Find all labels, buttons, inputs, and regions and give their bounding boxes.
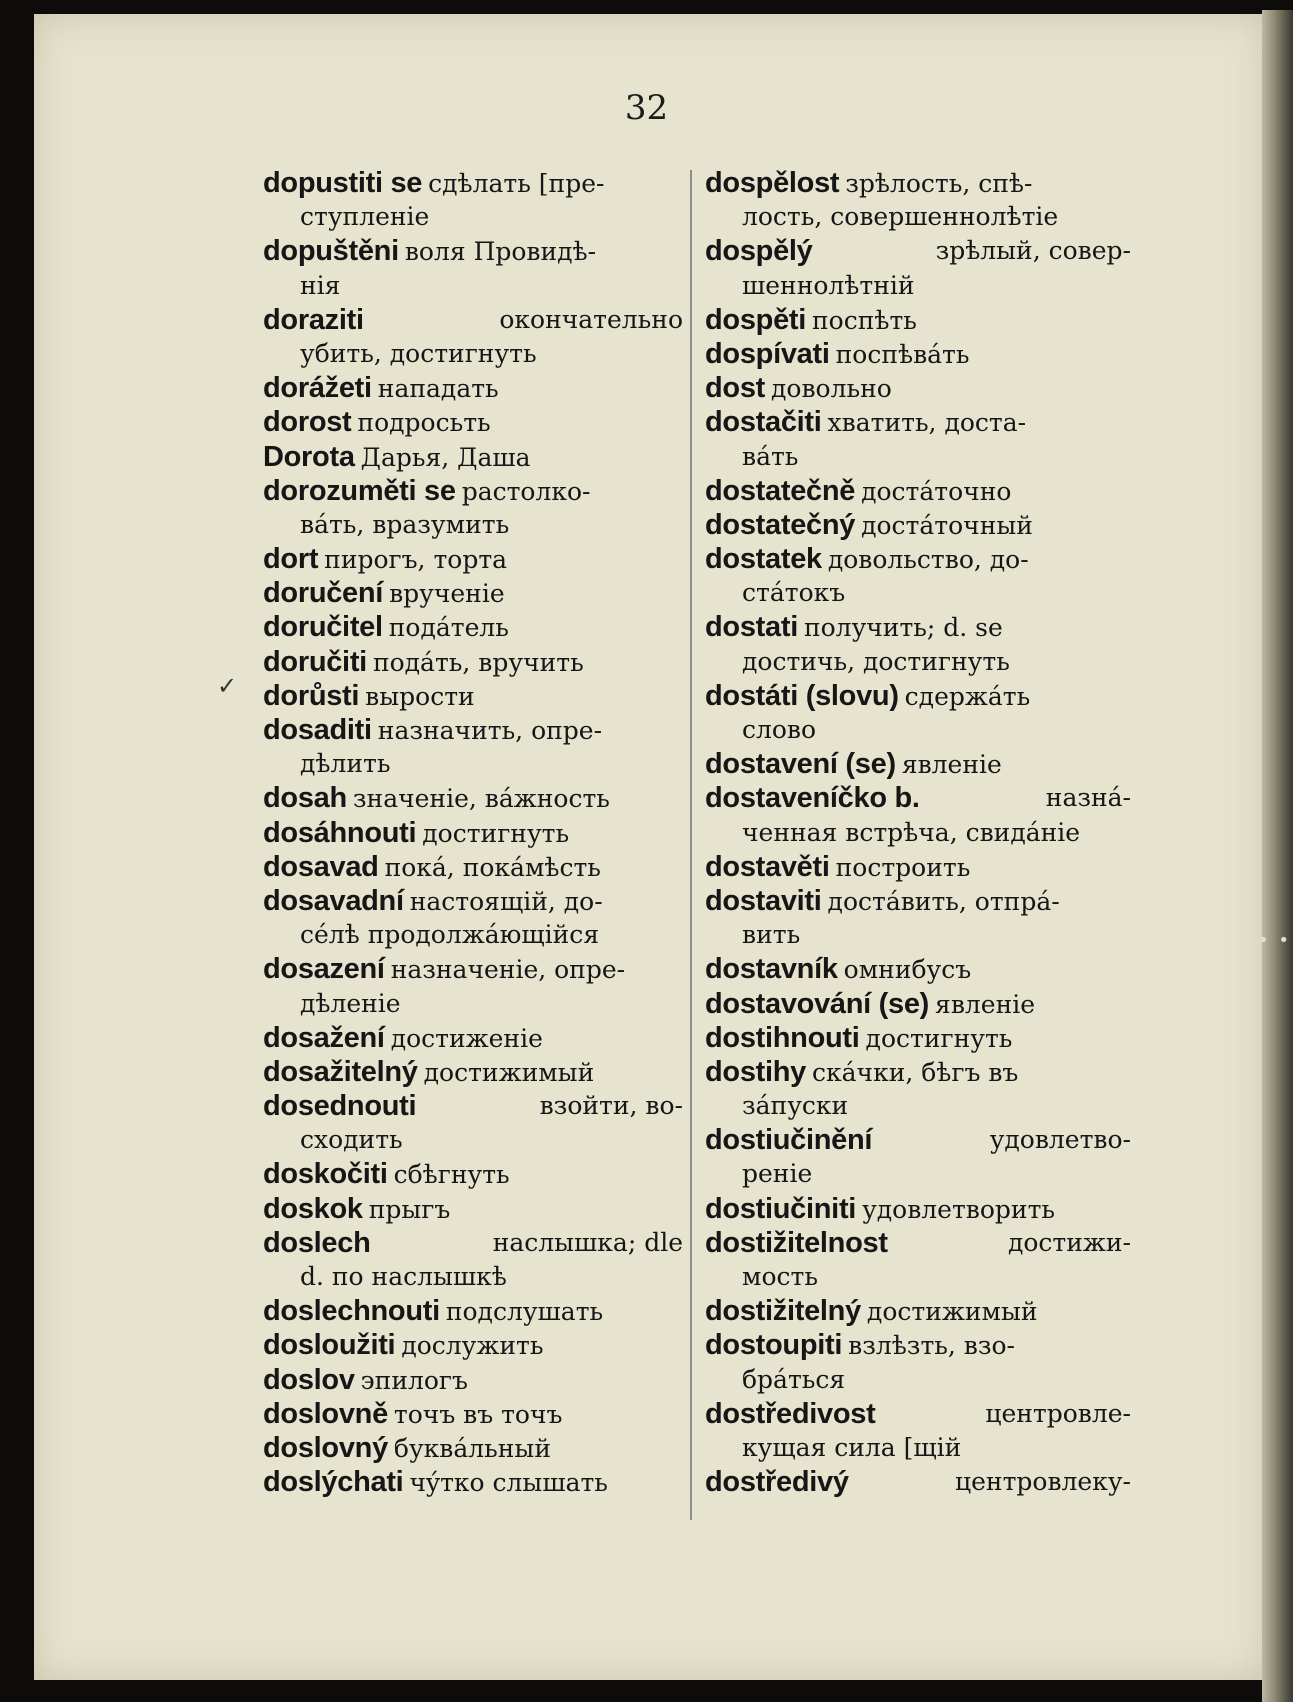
entry-headword: dostavování (se) (705, 987, 930, 1020)
dictionary-line (705, 234, 1131, 268)
entry-headword: dorůsti (263, 679, 360, 712)
pencil-check-mark: ✓ (217, 672, 238, 700)
entry-headword: dostatečný (705, 508, 856, 541)
entry-headword: dostavení (se) (705, 748, 896, 781)
entry-headword: doslovný (263, 1431, 388, 1464)
dictionary-line (705, 645, 1131, 679)
dictionary-line (705, 200, 1131, 234)
entry-translation: достижимый (423, 1057, 595, 1087)
dictionary-line (705, 542, 1131, 576)
entry-translation: ченная встрѣча, свидáніе (742, 817, 1081, 847)
entry-headword: dostoupiti (705, 1329, 843, 1362)
entry-headword: dosednouti (263, 1090, 417, 1123)
dictionary-line (705, 576, 1131, 610)
dictionary-line (705, 371, 1131, 405)
dictionary-line (263, 1157, 683, 1191)
entry-translation: удовлетворить (862, 1194, 1056, 1224)
entry-translation: значеніе, вáжность (352, 784, 610, 814)
entry-headword: dostižitelnost (705, 1226, 888, 1259)
entry-translation: d. по наслышкѣ (300, 1262, 507, 1291)
dictionary-line (705, 474, 1131, 508)
entry-translation: окончательно (499, 304, 683, 334)
entry-translation: эпилогъ (360, 1365, 468, 1395)
entry-headword: doskočiti (263, 1158, 388, 1191)
entry-headword: dostižitelný (705, 1295, 861, 1328)
entry-headword: dospělost (705, 167, 840, 199)
dictionary-line (263, 1192, 683, 1226)
entry-translation: нападать (377, 374, 499, 404)
entry-translation: Дарья, Даша (360, 442, 531, 472)
entry-headword: dosloužiti (263, 1329, 396, 1362)
entry-headword: dostatek (705, 543, 822, 576)
dictionary-line (263, 337, 683, 371)
dictionary-line (263, 1226, 683, 1260)
entry-headword: dorážeti (263, 372, 372, 405)
dictionary-line (263, 1123, 683, 1157)
dictionary-line (263, 1397, 683, 1431)
entry-translation: слово (742, 715, 817, 744)
entry-translation: пирогъ, торта (324, 545, 508, 575)
dictionary-line (705, 1123, 1131, 1157)
entry-headword: dostiučinění (705, 1124, 873, 1157)
entry-headword: dostati (705, 611, 798, 644)
entry-translation: назначить, опре- (377, 716, 603, 745)
entry-headword: dost (705, 372, 766, 405)
entry-translation: получить; d. se (803, 613, 1003, 643)
entry-translation: достигнуть (865, 1023, 1013, 1053)
entry-translation: сдержáть (904, 681, 1031, 711)
entry-headword: doručení (263, 577, 384, 610)
dictionary-line (705, 1055, 1131, 1089)
dictionary-line (263, 781, 683, 815)
entry-translation: назнá- (1045, 783, 1131, 813)
entry-translation: вить (742, 920, 801, 950)
entry-headword: dosažení (263, 1021, 385, 1054)
entry-headword: dostáti (slovu) (705, 679, 899, 712)
entry-translation: построить (835, 852, 971, 882)
entry-translation: мость (742, 1262, 818, 1291)
dictionary-line (263, 1021, 683, 1055)
dictionary-line (263, 713, 683, 747)
dictionary-line (705, 440, 1131, 474)
entry-translation: поспѣвáть (835, 339, 970, 369)
entry-translation: наслышка; dle (492, 1227, 683, 1257)
entry-headword: doslech (263, 1226, 371, 1259)
entry-headword: doraziti (263, 303, 364, 336)
entry-headword: dorost (263, 406, 352, 439)
dictionary-line (263, 405, 683, 439)
dictionary-line (705, 1260, 1131, 1294)
entry-translation: сходить (300, 1125, 403, 1155)
entry-translation: достижимый (866, 1297, 1038, 1327)
entry-translation: хватить, доста- (827, 408, 1027, 438)
entry-headword: dopuštěni (263, 235, 399, 268)
dictionary-line (263, 371, 683, 405)
entry-headword: dospívati (705, 337, 830, 370)
entry-translation: сдѣлать [пре- (428, 169, 605, 198)
entry-headword: dosavadní (263, 884, 404, 917)
entry-translation: достичь, достигнуть (742, 646, 1010, 676)
entry-headword: dostředivý (705, 1466, 849, 1499)
dictionary-line (705, 303, 1131, 337)
entry-translation: достáвить, отпрá- (827, 886, 1060, 916)
entry-translation: явленіе (935, 989, 1036, 1019)
entry-translation: лость, совершеннолѣтіе (742, 202, 1059, 232)
entry-translation: центровлеку- (955, 1467, 1131, 1497)
dictionary-line (263, 1363, 683, 1397)
entry-translation: взойти, во- (539, 1091, 683, 1121)
dictionary-line (263, 1055, 683, 1089)
dictionary-line (705, 269, 1131, 303)
dictionary-line (263, 1465, 683, 1499)
dictionary-line (263, 200, 683, 234)
entry-translation: дѣлить (300, 749, 391, 779)
entry-translation: достиженіе (390, 1023, 543, 1053)
entry-headword: dostačiti (705, 406, 822, 439)
entry-translation: дослужить (401, 1331, 544, 1361)
entry-headword: dostihy (705, 1055, 807, 1088)
entry-headword: dospělý (705, 235, 813, 268)
dictionary-line (705, 1465, 1131, 1499)
page-number: 32 (624, 88, 669, 128)
entry-translation: подáтель (388, 613, 509, 643)
dictionary-line (263, 269, 683, 303)
entry-headword: dosaditi (263, 714, 372, 746)
dictionary-line (705, 918, 1131, 952)
entry-headword: dopustiti se (263, 167, 423, 199)
dictionary-line (705, 781, 1131, 815)
entry-translation: воля Провидѣ- (404, 237, 597, 267)
entry-headword: doručitel (263, 611, 383, 644)
dictionary-line (705, 1157, 1131, 1191)
dictionary-line (705, 1021, 1131, 1055)
entry-headword: doslovně (263, 1397, 388, 1430)
entry-headword: dosavad (263, 850, 379, 883)
entry-headword: dosazení (263, 953, 385, 986)
dictionary-line (263, 952, 683, 986)
entry-headword: dorozuměti se (263, 474, 456, 507)
dictionary-line (705, 166, 1131, 200)
entry-translation: ступленіе (300, 202, 430, 232)
entry-translation: подáть, вручить (372, 647, 584, 677)
dictionary-line (263, 474, 683, 508)
entry-translation: взлѣзть, взо- (848, 1331, 1015, 1361)
dictionary-line (705, 610, 1131, 644)
entry-translation: точъ въ точъ (393, 1399, 563, 1429)
entry-translation: назначеніе, опре- (390, 955, 626, 985)
entry-headword: dostatečně (705, 474, 856, 507)
entry-translation: центровле- (985, 1398, 1131, 1428)
entry-translation: сéлѣ продолжáющійся (300, 920, 600, 950)
dictionary-line (705, 337, 1131, 371)
dictionary-line (263, 610, 683, 644)
entry-translation: реніе (742, 1159, 813, 1189)
entry-headword: doslýchati (263, 1466, 404, 1499)
dictionary-line (263, 679, 683, 713)
entry-translation: подслушать (445, 1297, 604, 1327)
entry-headword: dostavník (705, 953, 838, 986)
entry-translation: омнибусъ (843, 955, 972, 985)
entry-headword: dosah (263, 782, 347, 815)
entry-translation: кущая сила [щій (742, 1432, 962, 1462)
entry-translation: нія (300, 270, 341, 300)
entry-headword: dostavěti (705, 850, 830, 883)
entry-headword: dostihnouti (705, 1021, 860, 1054)
dictionary-line (263, 1328, 683, 1362)
entry-translation: довольство, до- (827, 545, 1029, 575)
edge-dots: • • (1258, 930, 1291, 951)
entry-translation: настоящій, до- (409, 886, 603, 916)
dictionary-line (263, 918, 683, 952)
entry-translation: брáться (742, 1364, 846, 1394)
dictionary-line (263, 747, 683, 781)
column-divider (690, 170, 692, 1520)
dictionary-line (263, 234, 683, 268)
dictionary-line (263, 987, 683, 1021)
entry-headword: dosažitelný (263, 1055, 418, 1088)
entry-translation: врученіе (389, 579, 505, 609)
entry-translation: стáтокъ (742, 578, 846, 608)
entry-headword: dosáhnouti (263, 816, 417, 849)
dictionary-line (263, 816, 683, 850)
entry-translation: покá, покáмѣсть (384, 852, 601, 882)
right-column (705, 166, 1131, 1499)
dictionary-line (705, 1089, 1131, 1123)
entry-translation: прыгъ (368, 1194, 451, 1224)
entry-translation: буквáльный (393, 1433, 551, 1463)
dictionary-line (705, 1397, 1131, 1431)
entry-translation: зрѣлость, спѣ- (845, 169, 1033, 198)
dictionary-line (705, 1431, 1131, 1465)
dictionary-line (705, 952, 1131, 986)
dictionary-line (263, 1294, 683, 1328)
dictionary-line (263, 576, 683, 610)
entry-translation: достáточно (861, 476, 1012, 506)
dictionary-line (263, 1431, 683, 1465)
dictionary-line (705, 884, 1131, 918)
entry-translation: достáточный (861, 510, 1033, 540)
dictionary-line (705, 1226, 1131, 1260)
dictionary-line (263, 542, 683, 576)
entry-translation: достижи- (1007, 1227, 1131, 1257)
dictionary-line (263, 303, 683, 337)
entry-translation: довольно (771, 374, 892, 404)
dictionary-line (263, 1260, 683, 1294)
entry-translation: вырости (365, 681, 475, 711)
dictionary-line (705, 508, 1131, 542)
dictionary-line (263, 508, 683, 542)
dictionary-line (263, 166, 683, 200)
entry-headword: doskok (263, 1192, 363, 1225)
page-edge (1262, 10, 1293, 1702)
entry-translation: вáть, вразумить (300, 509, 510, 539)
entry-headword: doslechnouti (263, 1295, 440, 1328)
entry-translation: дѣленіе (300, 988, 401, 1018)
entry-translation: чýтко слышать (409, 1468, 608, 1498)
entry-translation: зáпуски (742, 1091, 849, 1121)
dictionary-line (705, 816, 1131, 850)
dictionary-line (705, 405, 1131, 439)
dictionary-line (705, 1192, 1131, 1226)
entry-translation: подросьть (357, 408, 491, 438)
entry-headword: dort (263, 543, 319, 576)
entry-translation: достигнуть (422, 818, 570, 848)
entry-headword: dospěti (705, 303, 807, 336)
entry-translation: удовлетво- (989, 1125, 1131, 1155)
dictionary-line (705, 987, 1131, 1021)
left-column (263, 166, 683, 1499)
entry-translation: убить, достигнуть (300, 338, 537, 368)
dictionary-line (705, 1363, 1131, 1397)
entry-headword: doslov (263, 1363, 355, 1396)
entry-translation: зрѣлый, совер- (935, 236, 1131, 266)
entry-headword: dostiučiniti (705, 1192, 857, 1225)
dictionary-line (263, 884, 683, 918)
entry-headword: dostaviti (705, 884, 822, 917)
entry-translation: скáчки, бѣгъ въ (812, 1057, 1019, 1087)
entry-translation: сбѣгнуть (393, 1160, 510, 1190)
dictionary-line (705, 747, 1131, 781)
entry-headword: doručiti (263, 645, 367, 678)
entry-translation: вáть (742, 441, 799, 471)
dictionary-line (705, 1294, 1131, 1328)
dictionary-line (263, 645, 683, 679)
dictionary-line (705, 850, 1131, 884)
dictionary-line (705, 713, 1131, 747)
entry-translation: растолко- (461, 476, 591, 506)
entry-translation: поспѣть (812, 305, 917, 335)
dictionary-line (705, 679, 1131, 713)
entry-headword: dostředivost (705, 1397, 876, 1430)
dictionary-line (263, 1089, 683, 1123)
entry-translation: явленіе (901, 750, 1002, 780)
dictionary-line (263, 850, 683, 884)
entry-translation: шеннолѣтній (742, 270, 915, 300)
entry-headword: dostaveníčko b. (705, 782, 920, 815)
dictionary-line (705, 1328, 1131, 1362)
dictionary-line (263, 440, 683, 474)
entry-headword: Dorota (263, 440, 355, 473)
